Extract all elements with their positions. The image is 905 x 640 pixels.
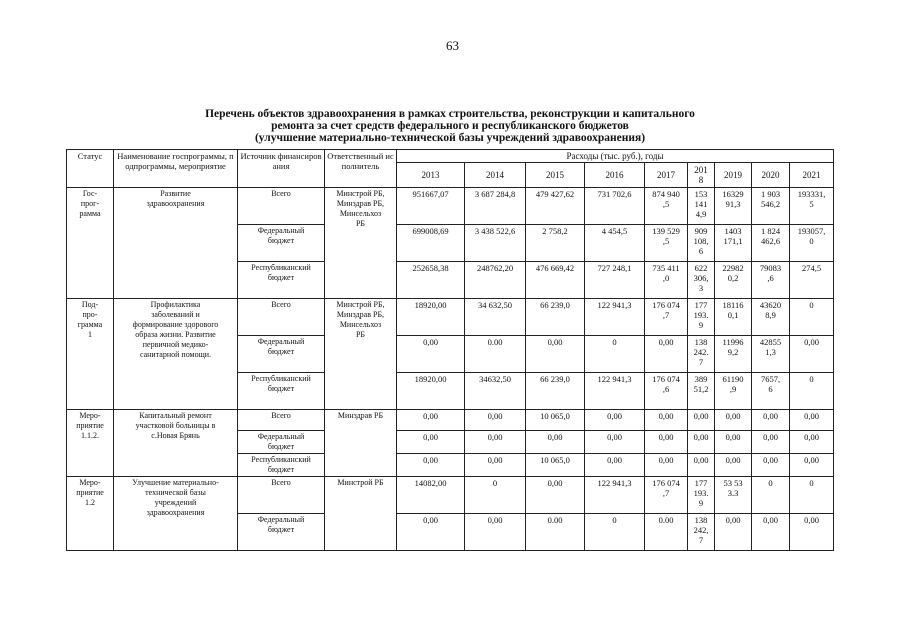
header-year: 2015: [526, 163, 585, 188]
expense-cell: 1 824 462,6: [752, 225, 790, 262]
expense-cell: 1 903 546,2: [752, 188, 790, 225]
expense-cell: 248762,20: [465, 262, 526, 299]
expense-cell: 0,00: [790, 514, 834, 551]
expense-cell: 0.00: [526, 514, 585, 551]
expense-cell: 0: [585, 514, 645, 551]
expense-cell: 42855 1,3: [752, 336, 790, 373]
table-row: [67, 299, 834, 336]
expense-cell: 0,00: [585, 454, 645, 477]
expense-cell: 14082,00: [397, 477, 465, 514]
expense-cell: 138 242. 7: [688, 336, 715, 373]
expense-cell: 122 941,3: [585, 299, 645, 336]
row-source: Республиканский бюджет: [238, 262, 325, 299]
header-year: 201 8: [688, 163, 715, 188]
header-year: 2021: [790, 163, 834, 188]
document-title: [120, 108, 780, 144]
expense-cell: 176 074 ,7: [645, 477, 688, 514]
expense-cell: 274,5: [790, 262, 834, 299]
row-status: Меро- приятие 1.1.2.: [67, 410, 114, 477]
expense-cell: 1403 171,1: [715, 225, 752, 262]
row-name: Капитальный ремонт участковой больницы в с.Новая Брянь: [114, 410, 238, 477]
expense-cell: 0,00: [526, 336, 585, 373]
expense-cell: 0,00: [752, 410, 790, 431]
expense-cell: 735 411 ,0: [645, 262, 688, 299]
expense-cell: 22982 0,2: [715, 262, 752, 299]
expense-cell: 0,00: [752, 431, 790, 454]
expense-cell: 0,00: [585, 431, 645, 454]
expense-cell: 0,00: [465, 454, 526, 477]
expense-cell: 0: [752, 477, 790, 514]
row-source: Всего: [238, 299, 325, 336]
header-expenses: Расходы (тыс. руб.), годы: [397, 150, 834, 163]
expense-cell: 2 758,2: [526, 225, 585, 262]
expense-cell: 909 108, 6: [688, 225, 715, 262]
expense-cell: 0,00: [645, 410, 688, 431]
expense-cell: 193057, 0: [790, 225, 834, 262]
expense-cell: 7657, 6: [752, 373, 790, 410]
expense-cell: 476 669,42: [526, 262, 585, 299]
expense-cell: 177 193. 9: [688, 299, 715, 336]
expense-cell: 727 248,1: [585, 262, 645, 299]
expense-cell: 139 529 ,5: [645, 225, 688, 262]
row-source: Федеральный бюджет: [238, 431, 325, 454]
expense-cell: 0,00: [715, 454, 752, 477]
expense-cell: 122 941,3: [585, 477, 645, 514]
expense-cell: 0,00: [688, 454, 715, 477]
expense-cell: 3 438 522,6: [465, 225, 526, 262]
expense-cell: 16329 91,3: [715, 188, 752, 225]
row-source: Республиканский бюджет: [238, 454, 325, 477]
expense-cell: 0,00: [752, 454, 790, 477]
expense-cell: 176 074 ,7: [645, 299, 688, 336]
row-source: Всего: [238, 477, 325, 514]
expense-cell: 122 941,3: [585, 373, 645, 410]
header-year: 2020: [752, 163, 790, 188]
expense-cell: 0,00: [645, 454, 688, 477]
expense-cell: 138 242, 7: [688, 514, 715, 551]
header-year: 2013: [397, 163, 465, 188]
row-executor: Минстрой РБ: [325, 477, 397, 551]
expense-cell: 731 702,6: [585, 188, 645, 225]
title-line: (улучшение материально-технической базы учреждений здравоохранения): [254, 132, 646, 144]
row-name: Профилактика заболеваний и формирование здорового образа жизни. Развитие первичной медико- санитарной помощи.: [114, 299, 238, 410]
header-status: Статус: [67, 150, 114, 188]
expense-cell: 53 53 3.3: [715, 477, 752, 514]
expense-cell: 0,00: [397, 410, 465, 431]
expense-cell: 0,00: [790, 410, 834, 431]
row-executor: Минстрой РБ, Минздрав РБ, Минсельхоз РБ: [325, 188, 397, 299]
expense-cell: 874 940 ,5: [645, 188, 688, 225]
expense-cell: 79083 ,6: [752, 262, 790, 299]
expense-cell: 0.00: [645, 514, 688, 551]
title-line: ремонта за счет средств федерального и республиканского бюджетов: [271, 120, 629, 132]
header-executor: Ответственный исполнитель: [325, 150, 397, 188]
header-year: 2017: [645, 163, 688, 188]
header-year: 2014: [465, 163, 526, 188]
expense-cell: 66 239,0: [526, 373, 585, 410]
expense-cell: 0,00: [790, 454, 834, 477]
expense-cell: 951667,07: [397, 188, 465, 225]
expense-cell: 61190 ,9: [715, 373, 752, 410]
expense-cell: 252658,38: [397, 262, 465, 299]
expense-cell: 0,00: [397, 514, 465, 551]
expense-cell: 0,00: [645, 431, 688, 454]
table-row: [67, 410, 834, 431]
header-source: Источник финансирования: [238, 150, 325, 188]
row-source: Всего: [238, 188, 325, 225]
expense-cell: 10 065,0: [526, 454, 585, 477]
expense-cell: 18920,00: [397, 299, 465, 336]
expense-cell: 0,00: [715, 514, 752, 551]
expense-cell: 0,00: [465, 514, 526, 551]
expense-cell: 0,00: [715, 410, 752, 431]
table-row: [67, 188, 834, 225]
expense-cell: 18116 0,1: [715, 299, 752, 336]
expense-cell: 389 51,2: [688, 373, 715, 410]
expense-cell: 0,00: [688, 410, 715, 431]
expense-cell: 153 141 4,9: [688, 188, 715, 225]
expense-cell: 0,00: [790, 336, 834, 373]
expense-cell: 0,00: [397, 431, 465, 454]
expense-cell: 0: [790, 477, 834, 514]
expense-cell: 0,00: [465, 410, 526, 431]
expense-cell: 622 306, 3: [688, 262, 715, 299]
header-name: Наименование госпрограммы, подпрограммы, мероприятие: [114, 150, 238, 188]
expense-cell: 0,00: [585, 410, 645, 431]
expense-cell: 18920,00: [397, 373, 465, 410]
expense-cell: 193331, 5: [790, 188, 834, 225]
expense-cell: 0,00: [752, 514, 790, 551]
expense-cell: 0,00: [645, 336, 688, 373]
expense-cell: 66 239,0: [526, 299, 585, 336]
title-line: Перечень объектов здравоохранения в рамках строительства, реконструкции и капитального: [205, 108, 695, 120]
expense-cell: 0: [585, 336, 645, 373]
expense-cell: 699008,69: [397, 225, 465, 262]
row-source: Республиканский бюджет: [238, 373, 325, 410]
expense-cell: 0,00: [688, 431, 715, 454]
expenses-table: [66, 149, 834, 551]
expense-cell: 0,00: [526, 477, 585, 514]
expense-cell: 10 065,0: [526, 410, 585, 431]
expense-cell: 0,00: [397, 454, 465, 477]
expense-cell: 4 454,5: [585, 225, 645, 262]
expense-cell: 479 427,62: [526, 188, 585, 225]
expense-cell: 43620 8,9: [752, 299, 790, 336]
header-year: 2019: [715, 163, 752, 188]
expense-cell: 34 632,50: [465, 299, 526, 336]
expense-cell: 0: [790, 373, 834, 410]
expense-cell: 3 687 284,8: [465, 188, 526, 225]
page-number: 63: [446, 38, 459, 53]
expense-cell: 11996 9,2: [715, 336, 752, 373]
row-source: Федеральный бюджет: [238, 336, 325, 373]
row-source: Всего: [238, 410, 325, 431]
row-status: Гос- прог- рамма: [67, 188, 114, 299]
row-status: Меро- приятие 1.2: [67, 477, 114, 551]
row-status: Под- про- грамма 1: [67, 299, 114, 410]
expense-cell: 0,00: [715, 431, 752, 454]
expense-cell: 0,00: [790, 431, 834, 454]
expense-cell: 34632,50: [465, 373, 526, 410]
expense-cell: 177 193. 9: [688, 477, 715, 514]
row-executor: Минздрав РБ: [325, 410, 397, 477]
header-row: [67, 150, 834, 163]
row-name: Развитие здравоохранения: [114, 188, 238, 299]
expense-cell: 0,00: [465, 431, 526, 454]
row-executor: Минстрой РБ, Минздрав РБ, Минсельхоз РБ: [325, 299, 397, 410]
expense-cell: 0.00: [465, 336, 526, 373]
expense-cell: 0,00: [397, 336, 465, 373]
expense-cell: 176 074 ,6: [645, 373, 688, 410]
table-row: [67, 477, 834, 514]
header-year: 2016: [585, 163, 645, 188]
expense-cell: 0: [465, 477, 526, 514]
expense-cell: 0: [790, 299, 834, 336]
row-name: Улучшение материально- технической базы учреждений здравоохранения: [114, 477, 238, 551]
row-source: Федеральный бюджет: [238, 514, 325, 551]
expense-cell: 0,00: [526, 431, 585, 454]
row-source: Федеральный бюджет: [238, 225, 325, 262]
